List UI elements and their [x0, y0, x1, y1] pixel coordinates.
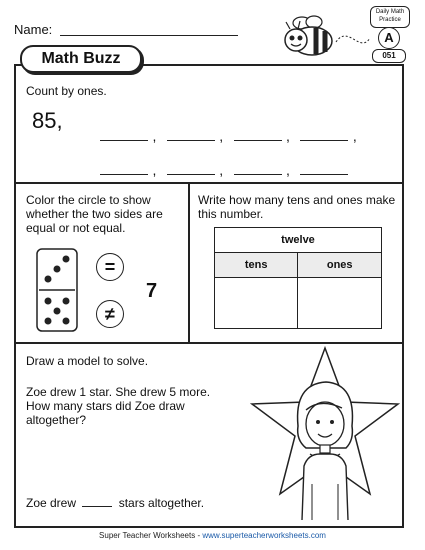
- level-badge: A: [378, 27, 400, 49]
- comma: ,: [352, 128, 357, 144]
- answer-blank[interactable]: [234, 174, 282, 175]
- ones-answer-cell[interactable]: [298, 278, 382, 329]
- comma: ,: [286, 162, 290, 178]
- answer-blank[interactable]: [167, 174, 215, 175]
- divider: [188, 182, 190, 342]
- daily-math-badge: Daily Math Practice: [370, 6, 410, 28]
- comma: ,: [219, 162, 224, 178]
- domino-icon: [36, 248, 78, 332]
- answer-prefix: Zoe drew: [26, 496, 77, 510]
- answer-blank[interactable]: [234, 140, 282, 141]
- footer: [0, 531, 425, 540]
- name-label: Name:: [14, 22, 53, 37]
- count-instruction: Count by ones.: [26, 84, 107, 98]
- footer-link[interactable]: www.superteacherworksheets.com: [202, 531, 326, 540]
- worksheet-number: 051: [372, 49, 406, 63]
- divider: [14, 182, 402, 184]
- answer-sentence: [26, 496, 204, 510]
- count-row-2: [100, 162, 348, 180]
- star-girl-illustration: [250, 344, 400, 524]
- tens-header: tens: [215, 253, 298, 278]
- answer-blank[interactable]: [300, 174, 348, 175]
- answer-blank[interactable]: [300, 140, 348, 141]
- model-instruction: Draw a model to solve.: [26, 354, 149, 368]
- answer-blank[interactable]: [82, 506, 112, 507]
- footer-brand: Super Teacher Worksheets -: [99, 531, 201, 540]
- comma: ,: [152, 162, 157, 178]
- tens-answer-cell[interactable]: [215, 278, 298, 329]
- start-number: 85,: [32, 108, 63, 133]
- count-row-1: [100, 128, 357, 146]
- compare-number: 7: [146, 280, 158, 302]
- answer-blank[interactable]: [100, 174, 148, 175]
- not-equal-circle[interactable]: ≠: [96, 300, 124, 328]
- name-input-line[interactable]: [60, 35, 238, 36]
- answer-blank[interactable]: [167, 140, 215, 141]
- answer-suffix: stars altogether.: [118, 496, 205, 510]
- comma: ,: [286, 128, 290, 144]
- tens-ones-table: [214, 227, 382, 329]
- comma: ,: [152, 128, 157, 144]
- table-title: twelve: [215, 228, 382, 253]
- answer-blank[interactable]: [100, 140, 148, 141]
- tens-ones-instruction: Write how many tens and ones make this number.: [198, 193, 396, 221]
- page-title: Math Buzz: [20, 45, 142, 73]
- comma: ,: [219, 128, 224, 144]
- word-problem: Zoe drew 1 star. She drew 5 more. How many stars did Zoe draw altogether?: [26, 385, 211, 427]
- equal-circle[interactable]: =: [96, 253, 124, 281]
- ones-header: ones: [298, 253, 382, 278]
- compare-instruction: Color the circle to show whether the two sides are equal or not equal.: [26, 193, 163, 235]
